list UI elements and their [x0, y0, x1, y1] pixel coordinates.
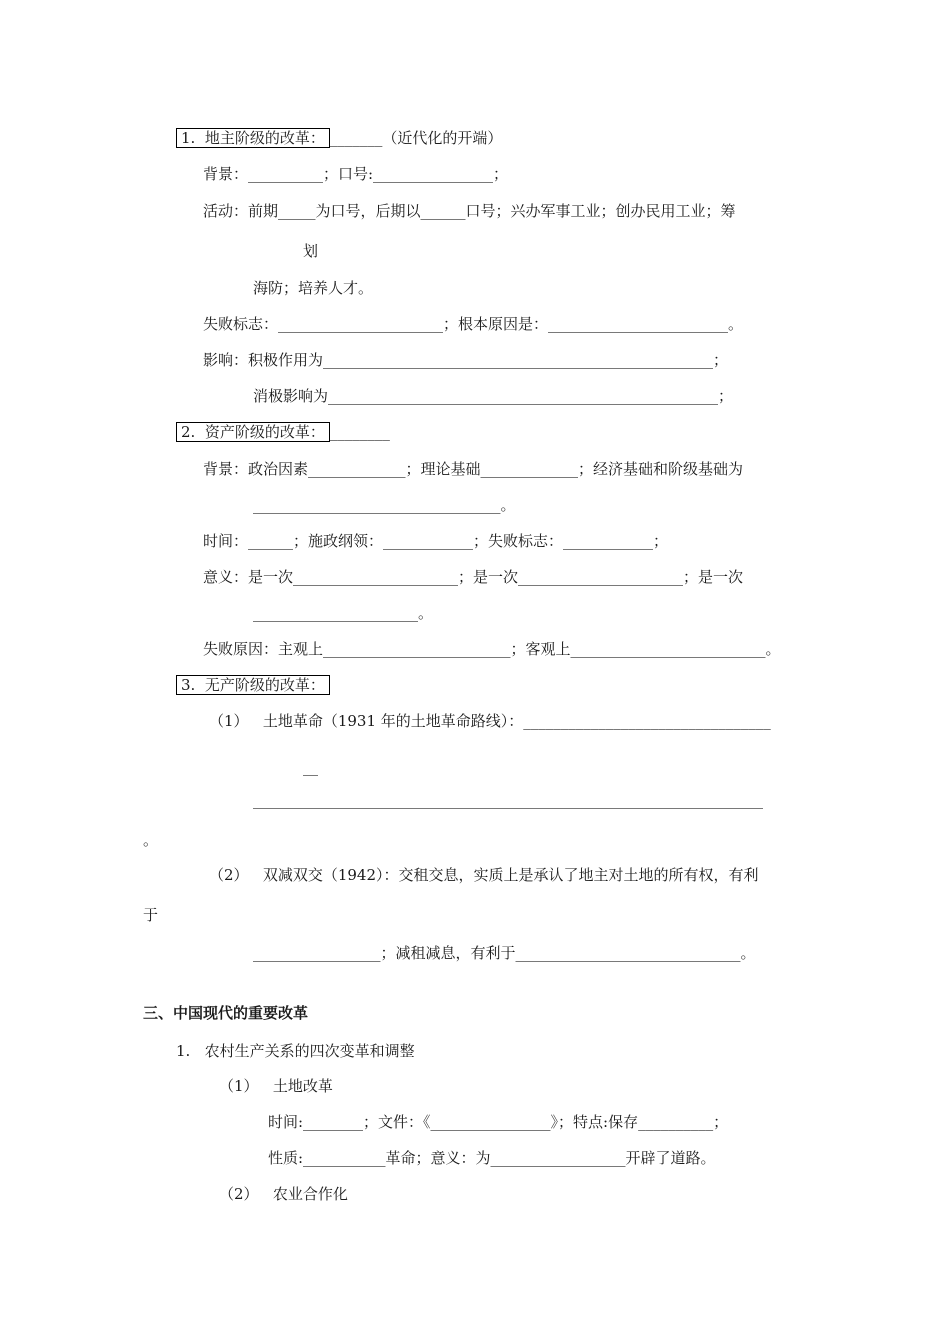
section-2-background-line-1: 背景：政治因素_____________；理论基础_____________；经济基础和阶级基础为	[203, 460, 744, 478]
section-1-title: 1. 地主阶级的改革：	[176, 128, 330, 148]
part-3-item-1: 1. 农村生产关系的四次变革和调整	[176, 1042, 415, 1060]
section-2-time: 时间：______；施政纲领：____________；失败标志：____________；	[203, 532, 669, 550]
section-3-point-1-line-2: __	[303, 758, 318, 776]
section-3-point-2-line-1: （2） 双减双交（1942）：交租交息，实质上是承认了地主对土地的所有权，有利	[209, 866, 759, 884]
part-3-heading: 三、中国现代的重要改革	[143, 1004, 309, 1022]
section-1-activity-line-3: 海防；培养人才。	[253, 279, 374, 297]
section-1-failure: 失败标志：______________________；根本原因是：________________________。	[203, 315, 744, 333]
section-1-heading	[176, 128, 502, 148]
section-3-title: 3. 无产阶级的改革：	[176, 675, 330, 695]
part-3-sub-2: （2） 农业合作化	[219, 1185, 348, 1203]
section-2-background-line-2: _________________________________。	[253, 496, 516, 514]
section-1-influence-positive: 影响：积极作用为____________________________________________________；	[203, 351, 729, 369]
section-2-title: 2. 资产阶级的改革：	[176, 422, 330, 442]
section-3-point-1-line-1: （1） 土地革命（1931 年的土地革命路线）：_________________________________	[209, 712, 771, 730]
section-2-suffix: ________	[329, 423, 390, 441]
section-2-heading	[176, 422, 390, 442]
section-3-point-1-line-4: 。	[143, 831, 159, 849]
section-3-point-2-line-3: _________________；减租减息，有利于______________________________。	[253, 944, 756, 962]
section-3-point-2-line-2: 于	[143, 906, 159, 924]
section-2-meaning-line-1: 意义：是一次______________________；是一次______________________；是一次	[203, 568, 744, 586]
part-3-sub-1-line-2: 性质:___________革命；意义：为__________________开辟了道路。	[268, 1149, 716, 1167]
section-1-background: 背景：__________；口号:________________；	[203, 165, 509, 183]
section-3-heading	[176, 675, 330, 695]
section-3-point-1-line-3: ____________________________________________________________________	[253, 791, 763, 809]
part-3-sub-1-line-1: 时间:________；文件：《________________》；特点:保存__________；	[268, 1113, 729, 1131]
section-1-influence-negative: 消极影响为____________________________________________________；	[253, 387, 734, 405]
section-1-activity-line-1: 活动：前期_____为口号，后期以______口号；兴办军事工业；创办民用工业；筹	[203, 202, 736, 220]
section-2-meaning-line-2: ______________________。	[253, 604, 434, 622]
part-3-sub-1: （1） 土地改革	[219, 1077, 333, 1095]
section-1-suffix: _______（近代化的开端）	[329, 129, 503, 147]
section-1-activity-line-2: 划	[303, 242, 319, 260]
section-2-failure-cause: 失败原因：主观上_________________________；客观上__________________________。	[203, 640, 781, 658]
